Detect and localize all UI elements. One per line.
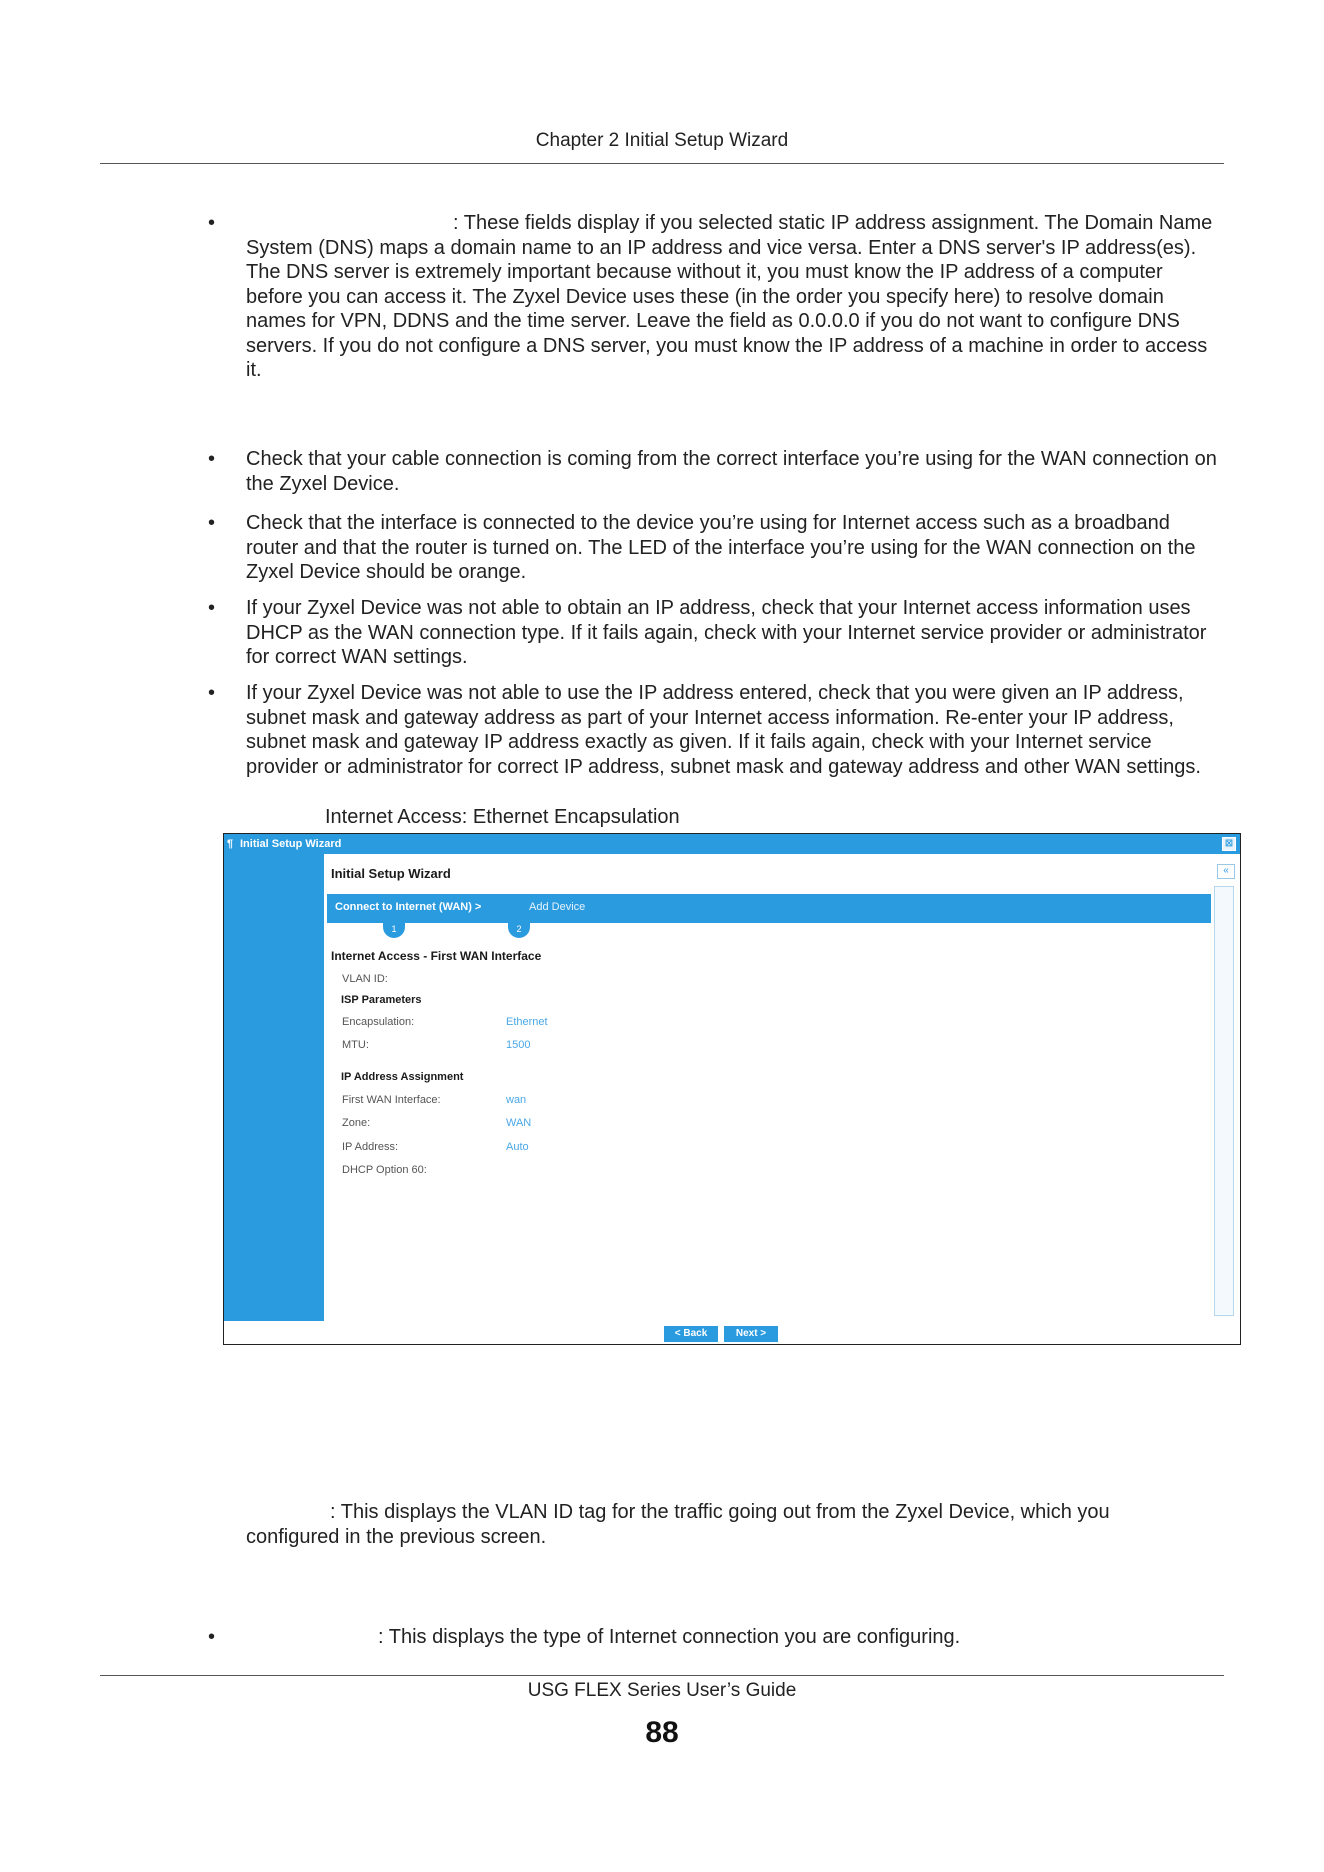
mtu-value: 1500	[506, 1039, 531, 1051]
step-number: 1	[383, 922, 405, 938]
step-add-device: Add Device	[529, 901, 586, 913]
bullet-marker: •	[208, 512, 216, 534]
encapsulation-value: Ethernet	[506, 1016, 548, 1028]
page-number: 88	[645, 1716, 679, 1749]
footer-title: USG FLEX Series User’s Guide	[527, 1680, 797, 1701]
vlan-id-label: VLAN ID:	[342, 973, 388, 985]
bullet-marker: •	[208, 448, 216, 470]
list-item: If your Zyxel Device was not able to use the IP address entered, check that you were given an IP address, subnet mask and gateway address as part of your Internet access information. Re-enter your IP address, subnet mask and gateway IP address exactly as given. If it fails again, check with your Internet service provider or administrator for correct IP address, subnet mask and gateway address and other WAN settings.	[246, 682, 1201, 778]
next-button[interactable]: Next >	[724, 1326, 778, 1342]
zone-value: WAN	[506, 1117, 532, 1129]
close-icon[interactable]: ⊠	[1222, 837, 1236, 851]
page-header: Chapter 2 Initial Setup Wizard	[535, 130, 789, 151]
list-item: Check that your cable connection is coming from the correct interface you’re using for the WAN connection on the Zyxel Device.	[246, 448, 1217, 495]
step-number: 2	[508, 922, 530, 938]
wizard-titlebar	[224, 834, 1240, 854]
list-item: Check that the interface is connected to the device you’re using for Internet access such as a broadband router and that the router is turned on. The LED of the interface you’re using for the WAN connection on the Zyxel Device should be orange.	[246, 512, 1196, 583]
ip-address-label: IP Address:	[342, 1141, 399, 1153]
collapse-icon[interactable]: «	[1217, 864, 1235, 879]
wizard-side-panel	[224, 854, 324, 1321]
wrench-icon: ¶	[227, 838, 234, 850]
dhcp-option-label: DHCP Option 60:	[342, 1164, 427, 1176]
wizard-heading: Initial Setup Wizard	[331, 866, 451, 881]
section-title: Internet Access - First WAN Interface	[331, 949, 542, 963]
ip-address-value: Auto	[506, 1141, 529, 1153]
first-wan-value: wan	[506, 1094, 527, 1106]
list-item: If your Zyxel Device was not able to obtain an IP address, check that your Internet access information uses DHCP as the WAN connection type. If it fails again, check with your Internet service provider or administrator for correct WAN settings.	[246, 597, 1207, 668]
wizard-step-bar	[327, 894, 1211, 934]
bullet-marker: •	[208, 597, 216, 619]
encapsulation-description: : This displays the type of Internet connection you are configuring.	[378, 1626, 961, 1648]
scrollbar[interactable]	[1214, 886, 1234, 1316]
encapsulation-label: Encapsulation:	[342, 1016, 415, 1028]
footer-divider	[100, 1675, 1224, 1676]
dns-description: : These fields display if you selected static IP address assignment. The Domain Name System (DNS) maps a domain name to an IP address and vice versa. Enter a DNS server's IP address(es). The DNS server is extremely important because without it, you must know the IP address of a computer before you can access it. The Zyxel Device uses these (in the order you specify here) to resolve domain names for VPN, DDNS and the time server. Leave the field as 0.0.0.0 if you do not want to configure DNS servers. If you do not configure a DNS server, you must know the IP address of a machine in order to access it.	[246, 212, 1213, 381]
bullet-marker: •	[208, 212, 216, 234]
back-button[interactable]: < Back	[664, 1326, 718, 1342]
wizard-window-title: Initial Setup Wizard	[240, 838, 342, 850]
wizard-screenshot	[223, 833, 1241, 1345]
vlan-id-description: : This displays the VLAN ID tag for the traffic going out from the Zyxel Device, which you	[330, 1501, 1110, 1523]
step-connect-internet: Connect to Internet (WAN) >	[335, 901, 482, 913]
first-wan-label: First WAN Interface:	[342, 1094, 441, 1106]
ip-assignment-title: IP Address Assignment	[341, 1071, 464, 1083]
vlan-id-description-cont: configured in the previous screen.	[246, 1526, 547, 1548]
header-divider	[100, 163, 1224, 164]
figure-caption: Internet Access: Ethernet Encapsulation	[325, 806, 680, 828]
bullet-marker: •	[208, 682, 216, 704]
isp-parameters-title: ISP Parameters	[341, 994, 422, 1006]
zone-label: Zone:	[342, 1117, 371, 1129]
bullet-marker: •	[208, 1626, 216, 1648]
mtu-label: MTU:	[342, 1039, 369, 1051]
